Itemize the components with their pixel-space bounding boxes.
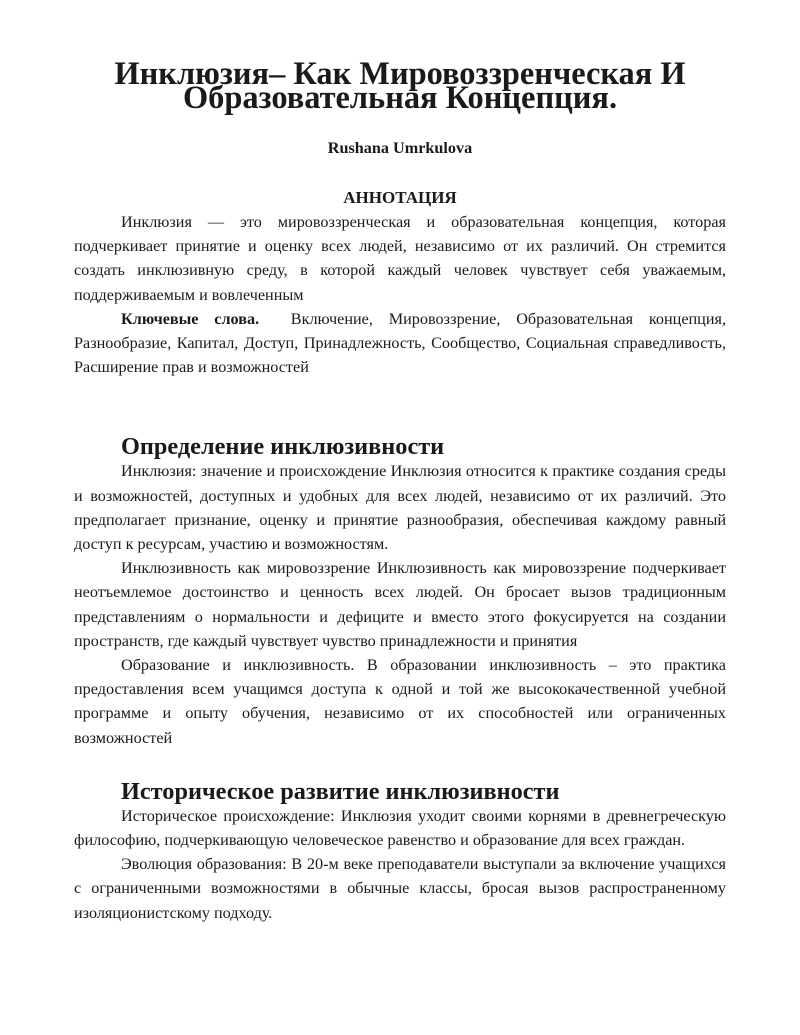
author-name: Rushana Umrkulova <box>327 139 473 157</box>
keywords-label: Ключевые слова. <box>121 309 260 328</box>
section-heading-definition: Определение инклюзивности <box>121 433 445 461</box>
paragraph-history-2: Эволюция образования: В 20-м веке преподаватели выступали за включение учащихся с ограниченными возможностями в обычные классы, бросая вызов распространенному изоляционистскому подходу. <box>74 855 726 922</box>
keywords-paragraph <box>74 307 726 380</box>
paragraph-definition-1: Инклюзия: значение и происхождение Инклюзия относится к практике создания среды и возможностей, доступных и удобных для всех людей, независимо от их различий. Это предполагает признание, оценку и принятие разнообразия, обеспечивая каждому равный доступ к ресурсам, участию и возможностям. <box>74 462 726 554</box>
annotation-heading: АННОТАЦИЯ <box>343 188 457 207</box>
document-title: Инклюзия– Как Мировоззренческая И Образовательная Концепция. <box>114 56 686 116</box>
paragraph-definition-2: Инклюзивность как мировоззрение Инклюзивность как мировоззрение подчеркивает неотъемлемое достоинство и ценность всех людей. Он бросает вызов традиционным представлениям о нормальности и дефиците и вместо этого фокусируется на создании пространств, где каждый чувствует чувство принадлежности и принятия <box>74 559 726 650</box>
document-page <box>74 56 726 925</box>
keywords-list: Включение, Мировоззрение, Образовательная концепция, Разнообразие, Капитал, Доступ, Принадлежность, Сообщество, Социальная справедливость, Расширение прав и возможностей <box>74 309 726 377</box>
annotation-paragraph: Инклюзия — это мировоззренческая и образовательная концепция, которая подчеркивает принятие и оценку всех людей, независимо от их различий. Он стремится создать инклюзивную среду, в которой каждый человек чувствует себя уважаемым, поддерживаемым и вовлеченным <box>74 213 726 304</box>
section-heading-history: Историческое развитие инклюзивности <box>121 777 560 805</box>
paragraph-history-1: Историческое происхождение: Инклюзия уходит своими корнями в древнегреческую философию, подчеркивающую человеческое равенство и образование для всех граждан. <box>74 806 726 850</box>
paragraph-definition-3: Образование и инклюзивность. В образовании инклюзивность – это практика предоставления всем учащимся доступа к одной и той же высококачественной учебной программе и опыту обучения, независимо от их способностей или ограниченных возможностей <box>74 656 726 747</box>
